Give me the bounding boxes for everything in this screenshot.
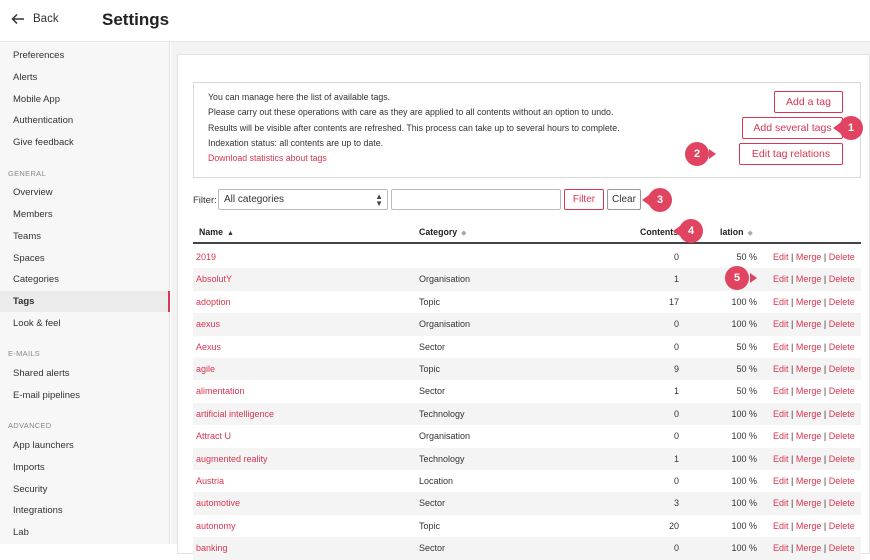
tag-contents-count: 0 <box>673 408 679 419</box>
tag-actions: Edit | Merge | Delete <box>773 341 855 352</box>
sidebar-item-teams[interactable]: Teams <box>13 231 41 242</box>
tag-name-link[interactable]: automotive <box>196 498 241 509</box>
tag-relation-value: 100 % <box>731 498 757 509</box>
tag-relation-value: 100 % <box>731 453 757 464</box>
tag-name-link[interactable]: autonomy <box>196 520 236 531</box>
merge-link[interactable]: Merge <box>795 341 822 352</box>
merge-link[interactable]: Merge <box>795 364 822 374</box>
delete-link[interactable]: Delete <box>828 319 855 330</box>
tag-contents-count: 1 <box>673 386 679 397</box>
tag-actions: Edit | Merge | Delete <box>773 408 855 419</box>
tag-category: Organisation <box>419 274 471 285</box>
tag-search-input[interactable] <box>391 189 561 210</box>
merge-link[interactable]: Merge <box>795 274 822 285</box>
tag-category: Technology <box>419 453 465 464</box>
tag-category: Topic <box>419 520 441 531</box>
tag-contents-count: 17 <box>668 296 679 307</box>
edit-link[interactable]: Edit <box>773 453 789 464</box>
column-header-relation[interactable] <box>720 227 753 237</box>
annotation-badge-1: 1 <box>839 116 863 140</box>
edit-link[interactable]: Edit <box>773 364 789 374</box>
merge-link[interactable]: Merge <box>795 453 822 464</box>
table-row <box>193 336 861 358</box>
download-statistics-link[interactable]: Download statistics about tags <box>208 153 327 163</box>
tags-panel <box>177 54 870 554</box>
tag-actions: Edit | Merge | Delete <box>773 296 855 307</box>
delete-link[interactable]: Delete <box>828 431 855 442</box>
table-row <box>193 380 861 402</box>
edit-link[interactable]: Edit <box>773 274 789 285</box>
tag-relation-value: 50 % <box>736 364 757 374</box>
delete-link[interactable]: Delete <box>828 453 855 464</box>
tag-category: Topic <box>419 296 441 307</box>
edit-link[interactable]: Edit <box>773 319 789 330</box>
sidebar-item-alerts[interactable]: Alerts <box>13 72 38 83</box>
tag-actions: Edit | Merge | Delete <box>773 319 855 330</box>
sidebar-item-security[interactable]: Security <box>13 484 48 495</box>
table-row <box>193 425 861 447</box>
back-button[interactable] <box>11 12 59 26</box>
tag-contents-count: 0 <box>673 252 679 262</box>
filter-button[interactable]: Filter <box>564 189 604 210</box>
edit-link[interactable]: Edit <box>773 431 789 442</box>
tag-relation-value: 50 % <box>736 386 757 397</box>
sidebar-item-tags[interactable]: Tags <box>0 291 170 312</box>
tag-category: Location <box>419 476 454 486</box>
table-row <box>193 403 861 425</box>
column-header-name-label: Name <box>199 227 223 237</box>
delete-link[interactable]: Delete <box>828 364 855 374</box>
sidebar-item-members[interactable]: Members <box>13 209 53 220</box>
merge-link[interactable]: Merge <box>795 520 822 531</box>
delete-link[interactable]: Delete <box>828 408 855 419</box>
tag-name-link[interactable]: Austria <box>196 476 225 486</box>
sidebar-item-email-pipelines[interactable]: E-mail pipelines <box>13 390 81 401</box>
top-bar <box>0 0 870 42</box>
tag-actions: Edit | Merge | Delete <box>773 543 855 554</box>
merge-link[interactable]: Merge <box>795 476 822 486</box>
tag-name-link[interactable]: Aexus <box>196 341 222 352</box>
merge-link[interactable]: Merge <box>795 296 822 307</box>
edit-link[interactable]: Edit <box>773 520 789 531</box>
main-content <box>171 42 870 554</box>
table-row <box>193 470 861 492</box>
tag-relation-value: 100 % <box>731 431 757 442</box>
merge-link[interactable]: Merge <box>795 319 822 330</box>
tag-name-link[interactable]: agile <box>196 364 216 374</box>
info-line: Please carry out these operations with care as they are applied to all contents without an option to undo. <box>208 107 614 117</box>
table-row <box>193 291 861 313</box>
merge-link[interactable]: Merge <box>795 386 822 397</box>
edit-link[interactable]: Edit <box>773 252 789 262</box>
column-header-category[interactable] <box>419 227 467 237</box>
add-tag-button[interactable]: Add a tag <box>774 91 843 113</box>
tag-name-link[interactable]: Attract U <box>196 431 232 442</box>
tag-name-link[interactable]: 2019 <box>196 252 217 262</box>
sidebar-item-mobile-app[interactable]: Mobile App <box>13 94 61 105</box>
tag-name-link[interactable]: adoption <box>196 296 231 307</box>
category-select[interactable] <box>218 189 388 210</box>
delete-link[interactable]: Delete <box>828 386 855 397</box>
delete-link[interactable]: Delete <box>828 341 855 352</box>
sidebar-item-shared-alerts[interactable]: Shared alerts <box>13 368 70 379</box>
tag-relation-value: 100 % <box>731 408 757 419</box>
tag-actions: Edit | Merge | Delete <box>773 252 855 262</box>
tag-name-link[interactable]: artificial intelligence <box>196 408 275 419</box>
tag-relation-value: 100 % <box>731 520 757 531</box>
sidebar-section-advanced: ADVANCED <box>8 421 52 430</box>
tag-relation-value: 100 % <box>731 476 757 486</box>
column-header-name[interactable] <box>199 227 234 237</box>
annotation-badge-3: 3 <box>648 188 672 212</box>
sidebar-item-preferences[interactable]: Preferences <box>13 50 65 61</box>
category-select-value: All categories <box>224 194 285 205</box>
back-label: Back <box>33 13 59 25</box>
tag-name-link[interactable]: alimentation <box>196 386 245 397</box>
tag-category: Sector <box>419 543 446 554</box>
table-row <box>193 358 861 380</box>
info-line: Indexation status: all contents are up to date. <box>208 138 384 148</box>
sidebar-item-look-and-feel[interactable]: Look & feel <box>13 318 61 329</box>
tag-category: Topic <box>419 364 441 374</box>
edit-link[interactable]: Edit <box>773 341 789 352</box>
column-header-contents-label: Contents <box>640 227 679 237</box>
table-row <box>193 268 861 290</box>
info-line: You can manage here the list of available tags. <box>208 92 391 102</box>
tag-relation-value: 50 % <box>736 341 757 352</box>
sidebar-item-categories[interactable]: Categories <box>13 274 59 285</box>
info-box <box>193 82 861 178</box>
edit-link[interactable]: Edit <box>773 296 789 307</box>
tag-name-link[interactable]: aexus <box>196 319 221 330</box>
tag-actions: Edit | Merge | Delete <box>773 498 855 509</box>
edit-link[interactable]: Edit <box>773 408 789 419</box>
tag-actions: Edit | Merge | Delete <box>773 274 855 285</box>
tag-category: Organisation <box>419 431 471 442</box>
tag-relation-value: 100 % <box>731 543 757 554</box>
tag-category: Sector <box>419 386 446 397</box>
table-row <box>193 492 861 514</box>
delete-link[interactable]: Delete <box>828 252 855 262</box>
page-title: Settings <box>102 10 170 29</box>
edit-link[interactable]: Edit <box>773 543 789 554</box>
sidebar <box>0 42 170 544</box>
annotation-badge-2: 2 <box>685 142 709 166</box>
merge-link[interactable]: Merge <box>795 408 822 419</box>
sort-icon: ◆ <box>747 230 753 237</box>
sidebar-item-app-launchers[interactable]: App launchers <box>13 440 74 451</box>
sidebar-item-authentication[interactable]: Authentication <box>13 115 74 126</box>
delete-link[interactable]: Delete <box>828 543 855 554</box>
tag-actions: Edit | Merge | Delete <box>773 453 855 464</box>
clear-button[interactable]: Clear <box>607 189 641 210</box>
tag-contents-count: 9 <box>673 364 679 374</box>
tag-contents-count: 0 <box>673 476 679 486</box>
tag-category: Technology <box>419 408 465 419</box>
tag-contents-count: 0 <box>673 431 679 442</box>
sort-ascending-icon: ▲ <box>226 230 234 237</box>
edit-tag-relations-button[interactable]: Edit tag relations <box>739 143 843 165</box>
tag-actions: Edit | Merge | Delete <box>773 520 855 531</box>
tag-category: Organisation <box>419 319 471 330</box>
filter-label: Filter: <box>193 195 217 206</box>
sidebar-item-imports[interactable]: Imports <box>13 462 45 473</box>
merge-link[interactable]: Merge <box>795 543 822 554</box>
badge-pointer <box>750 273 757 283</box>
tag-contents-count: 3 <box>673 498 679 509</box>
annotation-badge-4: 4 <box>679 219 703 243</box>
tag-actions: Edit | Merge | Delete <box>773 476 855 486</box>
table-row <box>193 515 861 537</box>
tag-contents-count: 20 <box>668 520 679 531</box>
sidebar-section-emails: E-MAILS <box>8 349 41 358</box>
tag-category: Sector <box>419 498 446 509</box>
tag-category: Sector <box>419 341 446 352</box>
tag-relation-value: 100 % <box>731 319 757 330</box>
tag-name-link[interactable]: augmented reality <box>196 453 268 464</box>
sort-icon: ◆ <box>461 230 467 237</box>
tag-relation-value: 100 % <box>731 296 757 307</box>
badge-pointer <box>709 149 716 159</box>
table-row <box>193 246 861 268</box>
delete-link[interactable]: Delete <box>828 498 855 509</box>
edit-link[interactable]: Edit <box>773 386 789 397</box>
edit-link[interactable]: Edit <box>773 498 789 509</box>
merge-link[interactable]: Merge <box>795 498 822 509</box>
sidebar-item-lab[interactable]: Lab <box>13 527 29 538</box>
sidebar-item-integrations[interactable]: Integrations <box>13 505 63 516</box>
edit-link[interactable]: Edit <box>773 476 789 486</box>
column-header-category-label: Category <box>419 227 458 237</box>
merge-link[interactable]: Merge <box>795 252 822 262</box>
merge-link[interactable]: Merge <box>795 431 822 442</box>
sidebar-item-spaces[interactable]: Spaces <box>13 253 45 264</box>
info-line: Results will be visible after contents are refreshed. This process can take up to several hours to complete. <box>208 123 620 133</box>
tag-contents-count: 0 <box>673 319 679 330</box>
delete-link[interactable]: Delete <box>828 296 855 307</box>
tag-relation-value: 50 % <box>736 252 757 262</box>
sidebar-item-give-feedback[interactable]: Give feedback <box>13 137 74 148</box>
tag-actions: Edit | Merge | Delete <box>773 364 855 374</box>
tag-contents-count: 1 <box>673 274 679 285</box>
sidebar-section-general: GENERAL <box>8 169 46 178</box>
annotation-badge-5: 5 <box>725 266 749 290</box>
arrow-left-icon <box>11 12 25 26</box>
table-header <box>193 222 861 244</box>
delete-link[interactable]: Delete <box>828 274 855 285</box>
tag-contents-count: 0 <box>673 543 679 554</box>
tag-actions: Edit | Merge | Delete <box>773 431 855 442</box>
column-header-relation-label: lation <box>720 227 744 237</box>
tag-contents-count: 0 <box>673 341 679 352</box>
sidebar-item-overview[interactable]: Overview <box>13 187 53 198</box>
table-row <box>193 537 861 559</box>
tag-contents-count: 1 <box>673 453 679 464</box>
tag-actions: Edit | Merge | Delete <box>773 386 855 397</box>
tag-name-link[interactable]: AbsolutY <box>196 274 233 285</box>
table-row <box>193 313 861 335</box>
add-several-tags-button[interactable]: Add several tags <box>742 117 843 139</box>
select-caret-icon: ▲ ▼ <box>375 192 383 208</box>
delete-link[interactable]: Delete <box>828 520 855 531</box>
table-row <box>193 448 861 470</box>
tag-name-link[interactable]: banking <box>196 543 228 554</box>
delete-link[interactable]: Delete <box>828 476 855 486</box>
